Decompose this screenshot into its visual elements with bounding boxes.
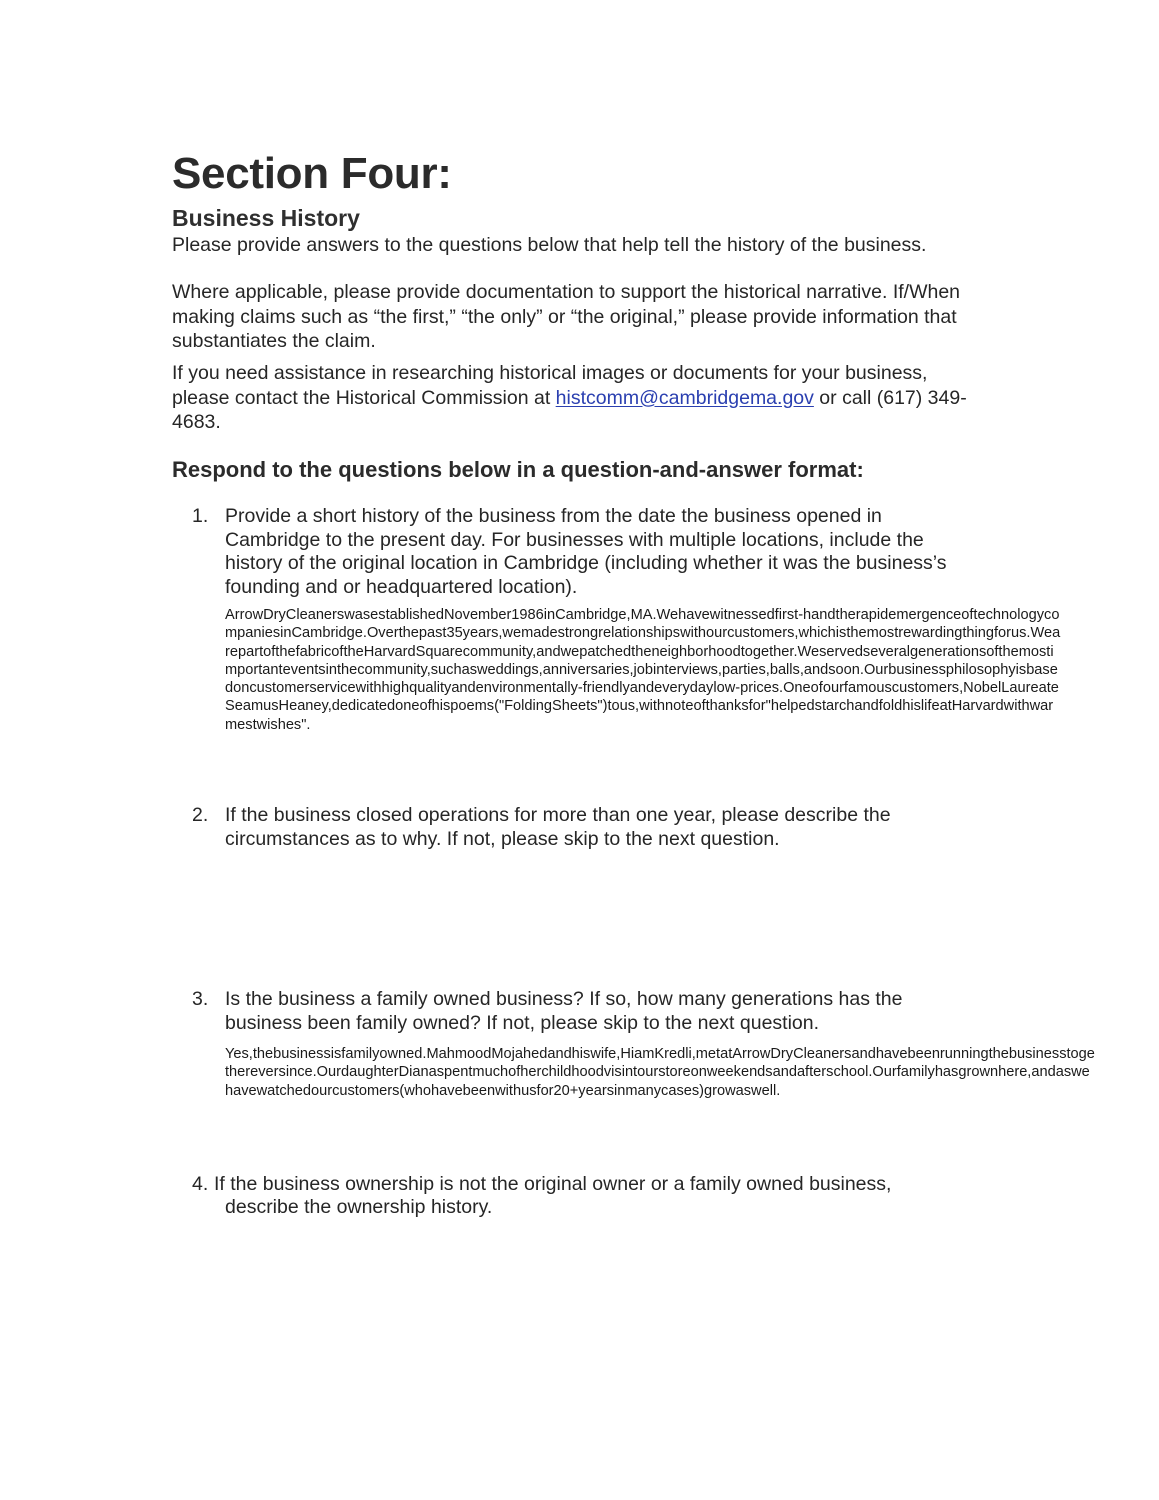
question-text: Is the business a family owned business? If so, how many generations has the business been family owned? If not, please skip to the next question. bbox=[225, 988, 903, 1034]
question-text: Provide a short history of the business from the date the business opened in Cambridge to the present day. For businesses with multiple locations, include the history of the original location in Cambridge (including whether it was the business’s founding and or headquartered location). bbox=[225, 505, 947, 598]
respond-heading: Respond to the questions below in a question-and-answer format: bbox=[172, 457, 864, 482]
question-text-line1: If the business ownership is not the original owner or a family owned business, bbox=[214, 1173, 892, 1195]
email-link[interactable]: histcomm@cambridgema.gov bbox=[555, 386, 814, 409]
question-number: 4. bbox=[192, 1173, 209, 1195]
question-number: 2. bbox=[192, 804, 209, 826]
intro-text: Please provide answers to the questions below that help tell the history of the business. bbox=[172, 234, 927, 256]
section-title: Section Four: bbox=[172, 149, 452, 198]
question-number: 1. bbox=[192, 505, 209, 527]
subtitle: Business History bbox=[172, 205, 360, 231]
documentation-paragraph: Where applicable, please provide documentation to support the historical narrative. If/When making claims such as “the first,” “the only” or “the original,” please provide information that substantiates the claim. bbox=[172, 281, 961, 352]
question-text: If the business closed operations for more than one year, please describe the circumstances as to why. If not, please skip to the next question. bbox=[225, 804, 891, 850]
question-number: 3. bbox=[192, 988, 209, 1010]
answer-text: Yes,thebusinessisfamilyowned.MahmoodMojahedandhiswife,HiamKredli,metatArrowDryCleanersandhavebeenrunningthebusinesstogethereversince.OurdaughterDianaspentmuchofherchildhoodvisintourstoreonweekendsandafterschool.Ourfamilyhasgrownhere,andaswehavewatchedourcustomers(whohavebeenwithusfor20+yearsinmanycases)growaswell. bbox=[225, 1046, 1095, 1099]
assistance-paragraph bbox=[172, 361, 972, 435]
answer-text: ArrowDryCleanerswasestablishedNovember1986inCambridge,MA.Wehavewitnessedfirst-handtherapidemergenceoftechnologycompaniesinCambridge.Overthepast35years,wemadestrongrelationshipswithourcustomers,whichisthemostrewardingthingforus.WearepartofthefabricoftheHarvardSquarecommunity,andwepatchedtheneighborhoodtogether.Weservedseveralgenerationsofthemostimportanteventsinthecommunity,suchasweddings,anniversaries,jobinterviews,parties,balls,andsoon.Ourbusinessphilosophyisbasedoncustomerservicewithhighqualityandenvironmentally-friendlyandeverydaylow-prices.Oneofourfamouscustomers,NobelLaureateSeamusHeaney,dedicatedoneofhispoems("FoldingSheets")tous,withnoteofthanksfor"helpedstarchandfoldhislifeatHarvardwithwarmestwishes". bbox=[225, 607, 1061, 733]
assistance-text-after: or call (617) 349-4683. bbox=[172, 386, 967, 433]
question-text-line2: describe the ownership history. bbox=[225, 1196, 493, 1218]
assistance-text-before: If you need assistance in researching historical images or documents for your business, please contact the Historical Commission at bbox=[172, 362, 928, 409]
